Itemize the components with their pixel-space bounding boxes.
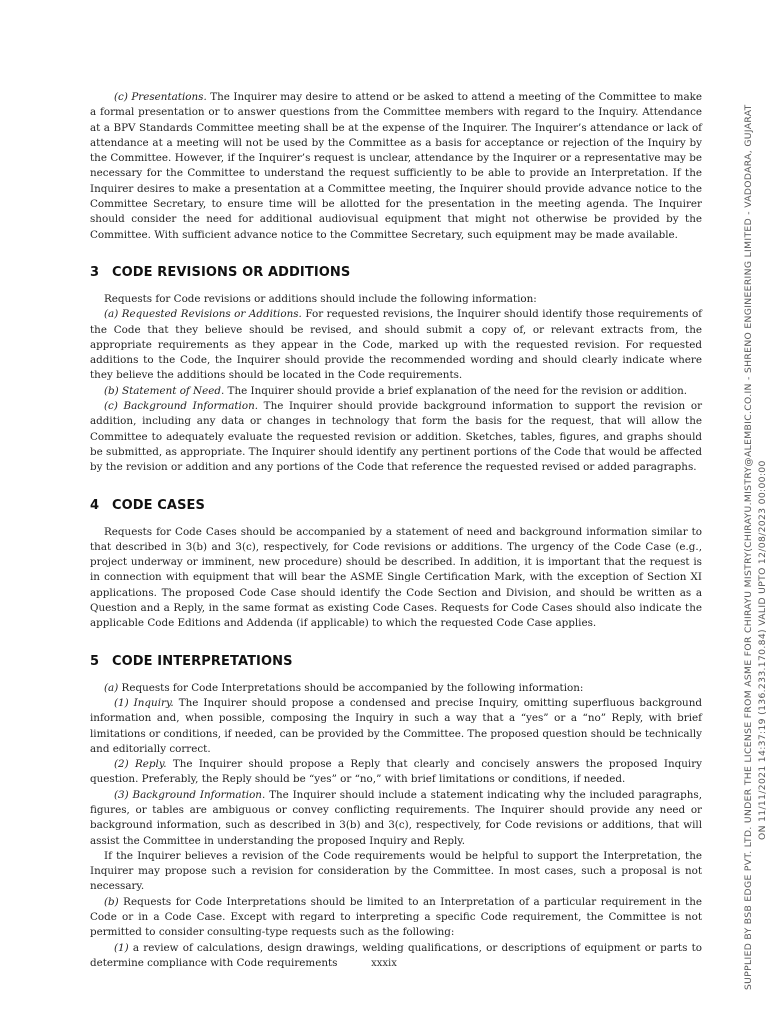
para-text: a review of calculations, design drawings, welding qualifications, or descriptions of equipment or parts to determine compliance with Code requirements bbox=[90, 941, 702, 969]
section-heading-5 bbox=[90, 654, 702, 669]
intro-paragraph bbox=[90, 90, 702, 243]
para-text: Requests for Code revisions or additions should include the following information: bbox=[104, 292, 537, 305]
section-paragraph bbox=[90, 384, 702, 399]
para-lead: (b) Statement of Need. bbox=[104, 384, 225, 397]
section-number: 3 bbox=[90, 264, 100, 280]
license-line-1: SUPPLIED BY BSB EDGE PVT. LTD. UNDER THE LICENSE FROM ASME FOR CHIRAYU MISTRY(CHIRAYU.MISTRY@ALEMBIC.CO.IN - SHRENO ENGINEERING LIMITED - VADODARA, GUJARAT bbox=[743, 104, 754, 990]
section-paragraph bbox=[90, 849, 702, 895]
para-lead: (c) Presentations. bbox=[114, 91, 207, 103]
section-title: CODE INTERPRETATIONS bbox=[112, 653, 293, 669]
para-text: For requested revisions, the Inquirer should identify those requirements of the Code that they believe should be revised, and should submit a copy of, or relevant extracts from, the appropriate requirements as they appear in the Code, marked up with the requested revision. For requested additions to the Code, the Inquirer should provide the recommended wording and should clearly indicate where they believe the additions should be located in the Code requirements. bbox=[90, 308, 702, 382]
section-heading-4 bbox=[90, 498, 702, 513]
section-number: 5 bbox=[90, 653, 100, 669]
section-paragraph bbox=[90, 292, 702, 307]
license-notice bbox=[742, 104, 768, 990]
para-text: Requests for Code Interpretations should be limited to an Interpretation of a particular requirement in the Code or in a Code Case. Except with regard to interpreting a specific Code requirement, the Committee is not permitted to consider consulting-type requests such as the following: bbox=[90, 895, 702, 939]
section-title: CODE REVISIONS OR ADDITIONS bbox=[112, 264, 351, 280]
para-text: Requests for Code Interpretations should be accompanied by the following information: bbox=[118, 681, 584, 694]
section-paragraph bbox=[90, 525, 702, 632]
section-paragraph bbox=[90, 895, 702, 941]
section-paragraph bbox=[90, 788, 702, 849]
para-text: The Inquirer should provide background information to support the revision or addition, including any data or changes in technology that form the basis for the request, that will allow the Committee to adequately evaluate the requested revision or addition. Sketches, tables, figures, and graphs should be submitted, as appropriate. The Inquirer should identify any pertinent portions of the Code that would be affected by the revision or addition and any portions of the Code that reference the requested revised or added paragraphs. bbox=[90, 400, 703, 474]
para-text: Requests for Code Cases should be accompanied by a statement of need and background information similar to that described in 3(b) and 3(c), respectively, for Code revisions or additions. The urgency of the Code Case (e.g., project underway or imminent, new procedure) should be described. In addition, it is important that the request is in connection with equipment that will bear the ASME Single Certification Mark, with the exception of Section XI applications. The proposed Code Case should identify the Code Section and Division, and should be written as a Question and a Reply, in the same format as existing Code Cases. Requests for Code Cases should also indicate the applicable Code Editions and Addenda (if applicable) to which the requested Code Case applies. bbox=[90, 525, 702, 630]
section-paragraph bbox=[90, 681, 702, 696]
para-lead: (a) Requested Revisions or Additions. bbox=[104, 308, 302, 321]
para-lead: (b) bbox=[104, 895, 119, 908]
para-text: If the Inquirer believes a revision of the Code requirements would be helpful to support the Interpretation, the Inquirer may propose such a revision for consideration by the Committee. In most cases, such a proposal is not necessary. bbox=[90, 849, 702, 893]
para-lead: (2) Reply. bbox=[114, 758, 167, 771]
section-paragraph bbox=[90, 757, 702, 788]
para-text: The Inquirer may desire to attend or be asked to attend a meeting of the Committee to make a formal presentation or to answer questions from the Committee members with regard to the Inquiry. Attendance at a BPV Standards Committee meeting shall be at the expense of the Inquirer. The Inquirer’s attendance or lack of attendance at a meeting will not be used by the Committee as a basis for acceptance or rejection of the Inquiry by the Committee. However, if the Inquirer’s request is unclear, attendance by the Inquirer or a representative may be necessary for the Committee to understand the request sufficiently to be able to provide an Interpretation. If the Inquirer desires to make a presentation at a Committee meeting, the Inquirer should provide advance notice to the Committee Secretary, to ensure time will be allotted for the presentation in the meeting agenda. The Inquirer should consider the need for additional audiovisual equipment that might not otherwise be provided by the Committee. With sufficient advance notice to the Committee Secretary, such equipment may be made available. bbox=[90, 91, 703, 241]
para-text: The Inquirer should propose a Reply that clearly and concisely answers the proposed Inquiry question. Preferably, the Reply should be “yes” or “no,” with brief limitations or conditions, if needed. bbox=[90, 758, 702, 786]
document-page bbox=[90, 90, 702, 971]
section-title: CODE CASES bbox=[112, 497, 205, 513]
section-paragraph bbox=[90, 696, 702, 757]
para-text: The Inquirer should include a statement indicating why the included paragraphs, figures, or tables are ambiguous or convey conflicting requirements. The Inquirer should provide any need or background information, such as described in 3(b) and 3(c), respectively, for Code revisions or additions, that will assist the Committee in understanding the proposed Inquiry and Reply. bbox=[90, 788, 702, 847]
license-line-2: ON 11/11/2021 14:37:19 (136.233.170.84) VALID UPTO 12/08/2023 00:00:00 bbox=[757, 460, 768, 840]
para-lead: (a) bbox=[104, 681, 119, 694]
para-lead: (1) Inquiry. bbox=[114, 696, 174, 709]
para-lead: (3) Background Information. bbox=[114, 788, 266, 801]
section-number: 4 bbox=[90, 497, 100, 513]
para-lead: (c) Background Information. bbox=[104, 400, 259, 413]
para-text: The Inquirer should propose a condensed and precise Inquiry, omitting superfluous background information and, when possible, composing the Inquiry in such a way that a “yes” or a “no” Reply, with brief limitations or conditions, if needed, can be provided by the Committee. The proposed question should be technically and editorially correct. bbox=[90, 696, 702, 755]
section-paragraph bbox=[90, 307, 702, 383]
page-number: xxxix bbox=[371, 958, 397, 969]
section-paragraph bbox=[90, 399, 702, 475]
section-heading-3 bbox=[90, 265, 702, 280]
para-text: The Inquirer should provide a brief explanation of the need for the revision or addition. bbox=[224, 384, 688, 397]
para-lead: (1) bbox=[114, 941, 129, 954]
